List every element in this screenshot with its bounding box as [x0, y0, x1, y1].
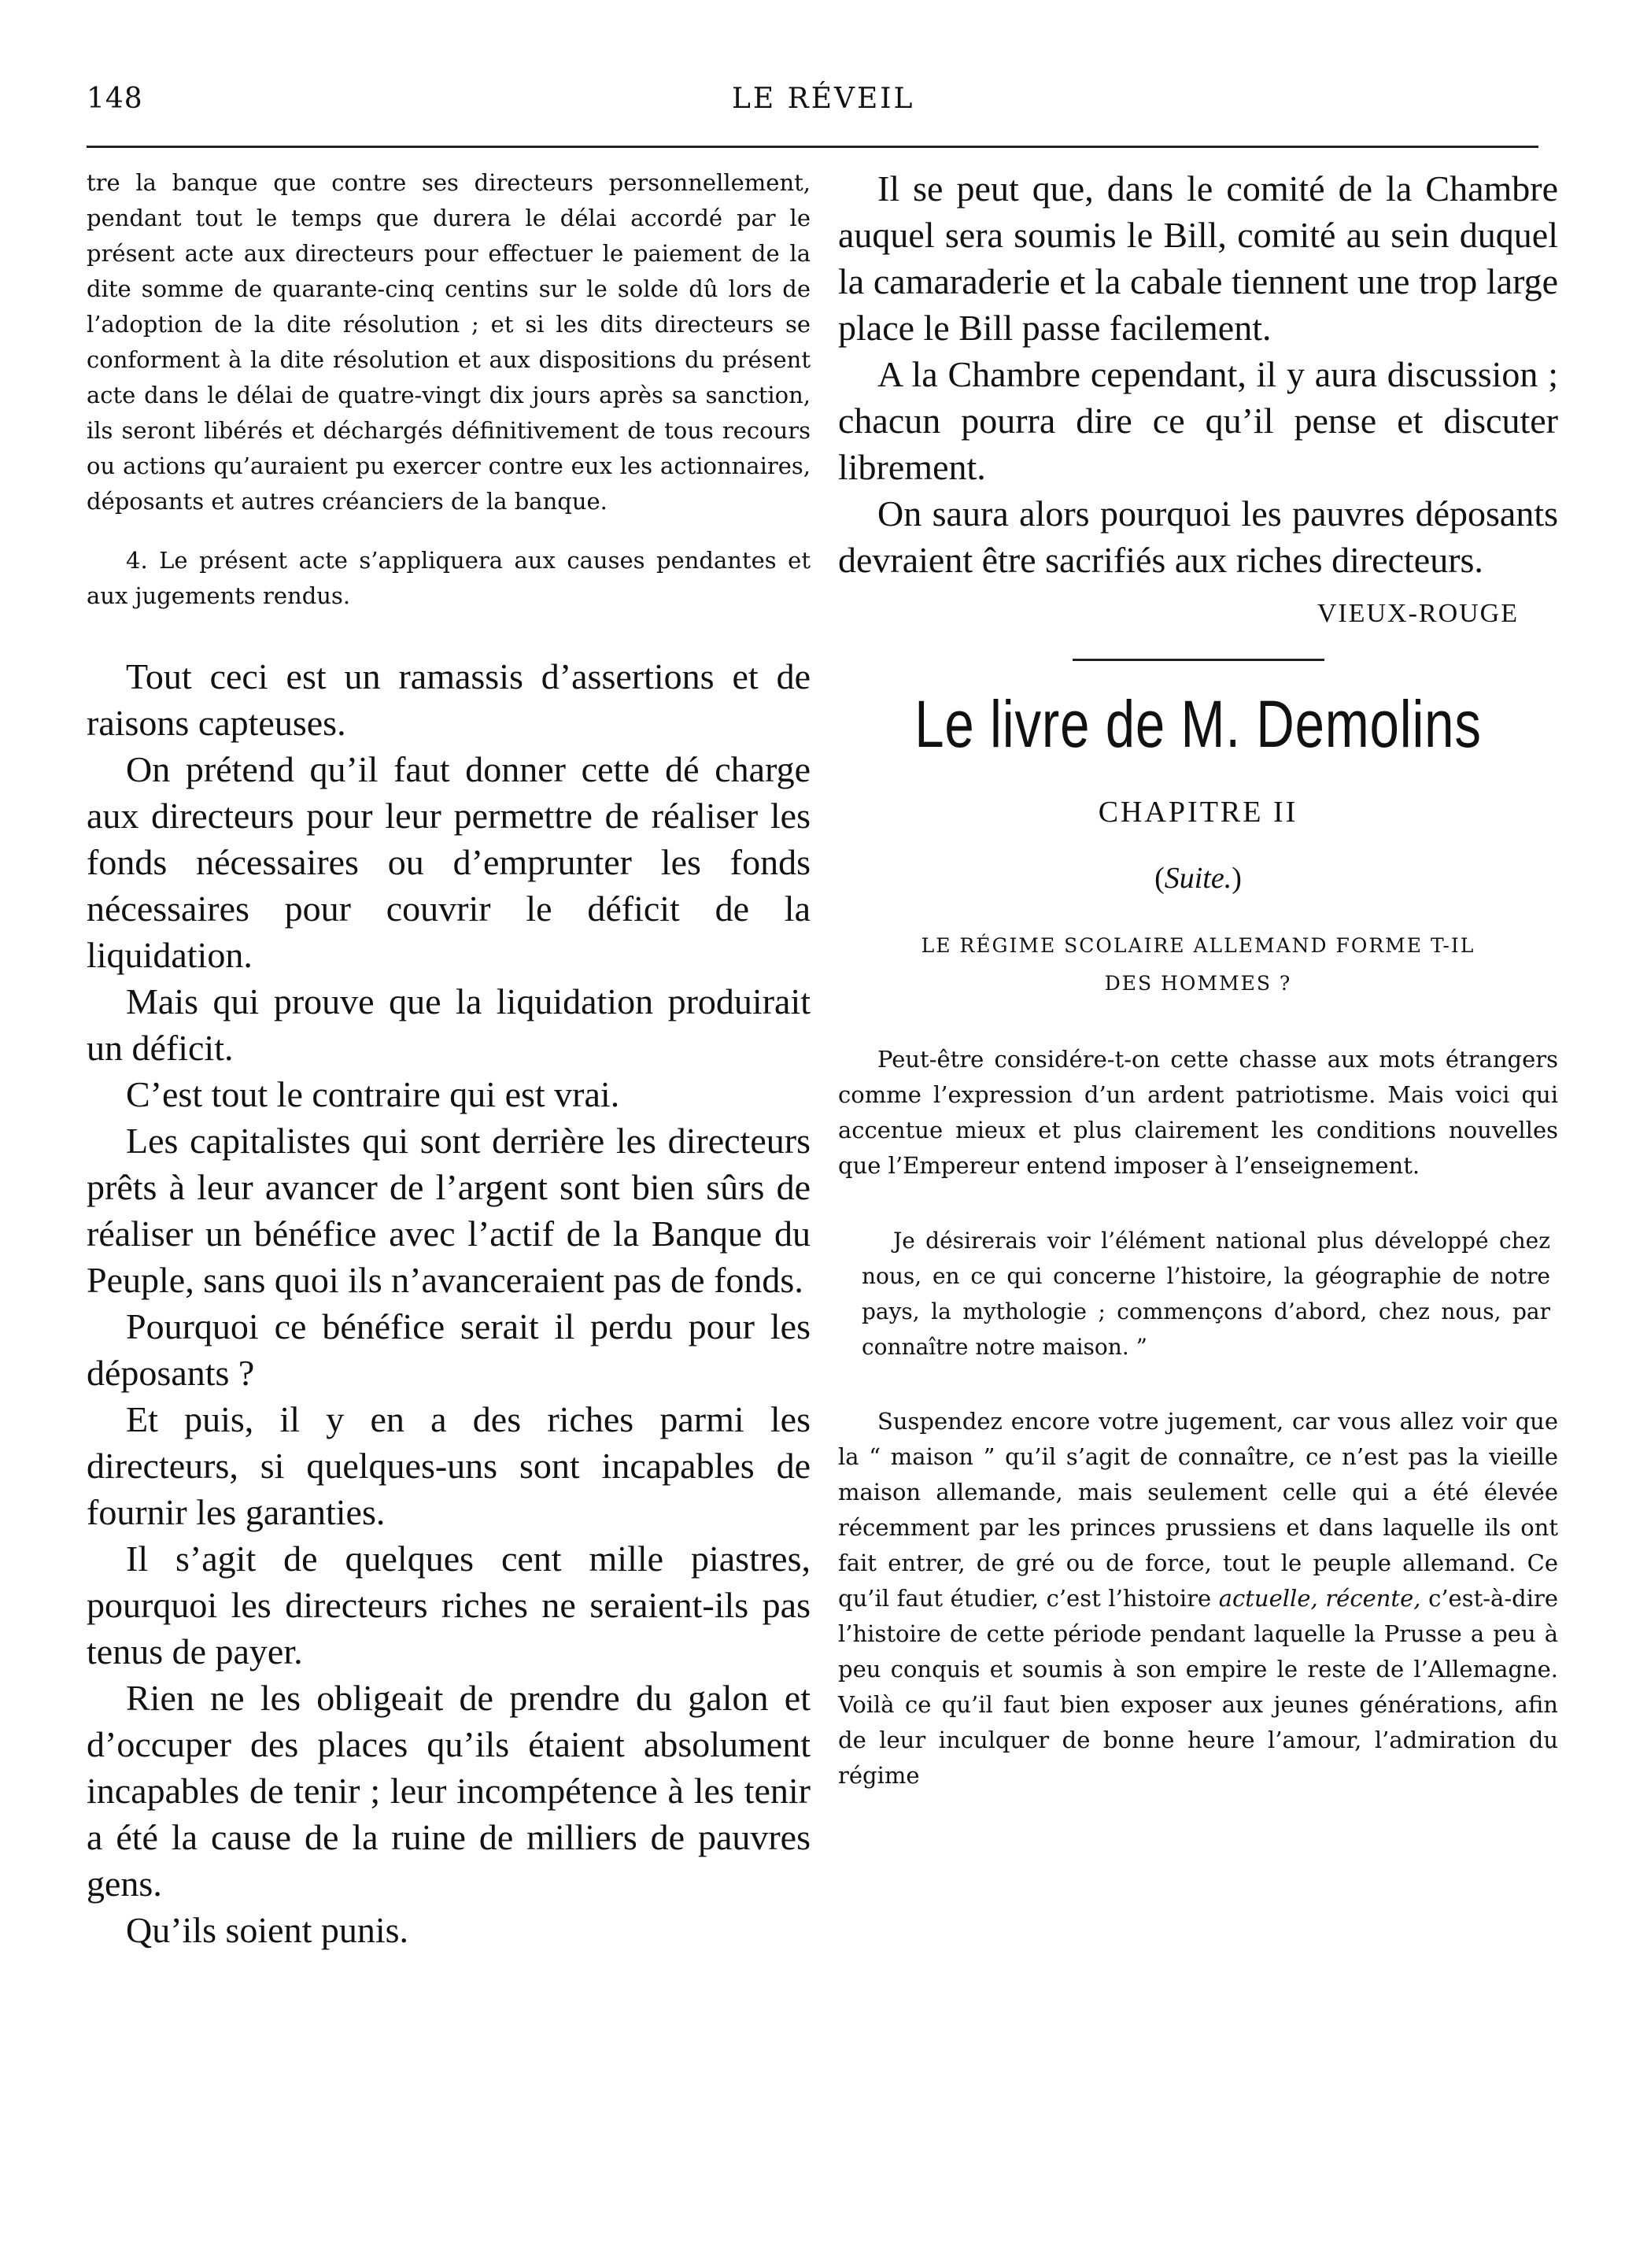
article-text: c’est-à-dire l’histoire de cette période pendant laquelle la Prusse a peu à peu conquis et soumis à son empire le reste de l’Allemagne. Voilà ce qu’il faut bien exposer aux jeunes générations, afin de leur inculquer de bonne heure l’amour, l’admiration du régime [838, 1585, 1559, 1789]
section-heading-line-2: DES HOMMES ? [1104, 972, 1292, 995]
editorial-paragraph: Qu’ils soient punis. [126, 1910, 409, 1950]
suite-label: Suite. [1164, 862, 1232, 895]
chapter-subheading: (Suite.) [1154, 862, 1242, 895]
editorial-paragraph: Mais qui prouve que la liquidation produirait un déficit. [87, 981, 811, 1068]
act-continuation: tre la banque que contre ses directeurs personnellement, pendant tout le temps que durera le délai accordé par le présent acte aux directeurs pour effectuer le paiement de la dite somme de quarante-cinq centins sur le solde dû lors de l’adoption de la dite résolution ; et si les dits directeurs se conforment à la dite résolution et aux dispositions du présent acte dans le délai de quatre-vingt dix jours après sa sanction, ils seront libérés et déchargés définitivement de tous recours ou actions qu’auraient pu exercer contre eux les actionnaires, déposants et autres créanciers de la banque. [87, 169, 811, 515]
editorial-paragraph: On saura alors pourquoi les pauvres déposants devraient être sacrifiés aux riches directeurs. [838, 493, 1558, 580]
page-header [87, 83, 1542, 130]
editorial-paragraph: A la Chambre cependant, il y aura discussion ; chacun pourra dire ce qu’il pense et discuter librement. [838, 354, 1558, 487]
left-column [87, 165, 811, 1953]
author-signature: VIEUX-ROUGE [1317, 599, 1519, 628]
editorial-paragraph: Il se peut que, dans le comité de la Chambre auquel sera soumis le Bill, comité au sein duquel la camaraderie et la cabale tiennent une trop large place le Bill passe facilement. [838, 168, 1558, 348]
article-text: Suspendez encore votre jugement, car vous allez voir que la “ maison ” qu’il s’agit de connaître, ce n’est pas la vieille maison allemande, mais seulement celle qui a été élevée récemment par les princes prussiens et dans laquelle ils ont fait entrer, de gré ou de force, tout le peuple allemand. Ce qu’il faut étudier, c’est l’histoire [838, 1408, 1558, 1612]
editorial-paragraph: On prétend qu’il faut donner cette dé charge aux directeurs pour leur permettre de réaliser les fonds nécessaires ou d’emprunter les fonds nécessaires pour couvrir le déficit de la liquidation. [87, 749, 811, 975]
editorial-paragraph: Rien ne les obligeait de prendre du galon et d’occuper des places qu’ils étaient absolument incapables de tenir ; leur incompétence à les tenir a été la cause de la ruine de milliers de pauvres gens. [87, 1678, 811, 1904]
right-column [838, 165, 1558, 1793]
article-title: Le livre de M. Demolins [914, 687, 1482, 761]
header-rule [87, 146, 1538, 148]
editorial-paragraph: Il s’agit de quelques cent mille piastres, pourquoi les directeurs riches ne seraient-ils pas tenus de payer. [87, 1538, 811, 1671]
editorial-paragraph: C’est tout le contraire qui est vrai. [126, 1074, 620, 1114]
emperor-quote: Je désirerais voir l’élément national plus développé chez nous, en ce qui concerne l’histoire, la géographie de notre pays, la mythologie ; commençons d’abord, chez nous, par connaître notre maison. ” [862, 1228, 1550, 1360]
act-clause-4: 4. Le présent acte s’appliquera aux causes pendantes et aux jugements rendus. [87, 547, 811, 609]
article-paragraph [838, 1404, 1558, 1793]
editorial-paragraph: Tout ceci est un ramassis d’assertions et de raisons capteuses. [87, 656, 811, 743]
page-number: 148 [87, 83, 143, 115]
chapter-heading: CHAPITRE II [1098, 796, 1298, 829]
italic-emphasis: actuelle, récente, [1218, 1585, 1421, 1612]
running-title: LE RÉVEIL [732, 83, 915, 115]
article-paragraph: Peut-être considére-t-on cette chasse aux mots étrangers comme l’expression d’un ardent patriotisme. Mais voici qui accentue mieux et plus clairement les conditions nouvelles que l’Empereur entend imposer à l’enseignement. [838, 1046, 1558, 1179]
editorial-paragraph: Pourquoi ce bénéfice serait il perdu pour les déposants ? [87, 1306, 811, 1393]
section-heading [838, 927, 1558, 1003]
section-heading-line-1: LE RÉGIME SCOLAIRE ALLEMAND FORME T-IL [921, 934, 1475, 957]
editorial-paragraph: Et puis, il y en a des riches parmi les directeurs, si quelques-uns sont incapables de fournir les garanties. [87, 1399, 811, 1532]
section-divider [1073, 659, 1324, 661]
editorial-paragraph: Les capitalistes qui sont derrière les directeurs prêts à leur avancer de l’argent sont bien sûrs de réaliser un bénéfice avec l’actif de la Banque du Peuple, sans quoi ils n’avanceraient pas de fonds. [87, 1121, 811, 1300]
